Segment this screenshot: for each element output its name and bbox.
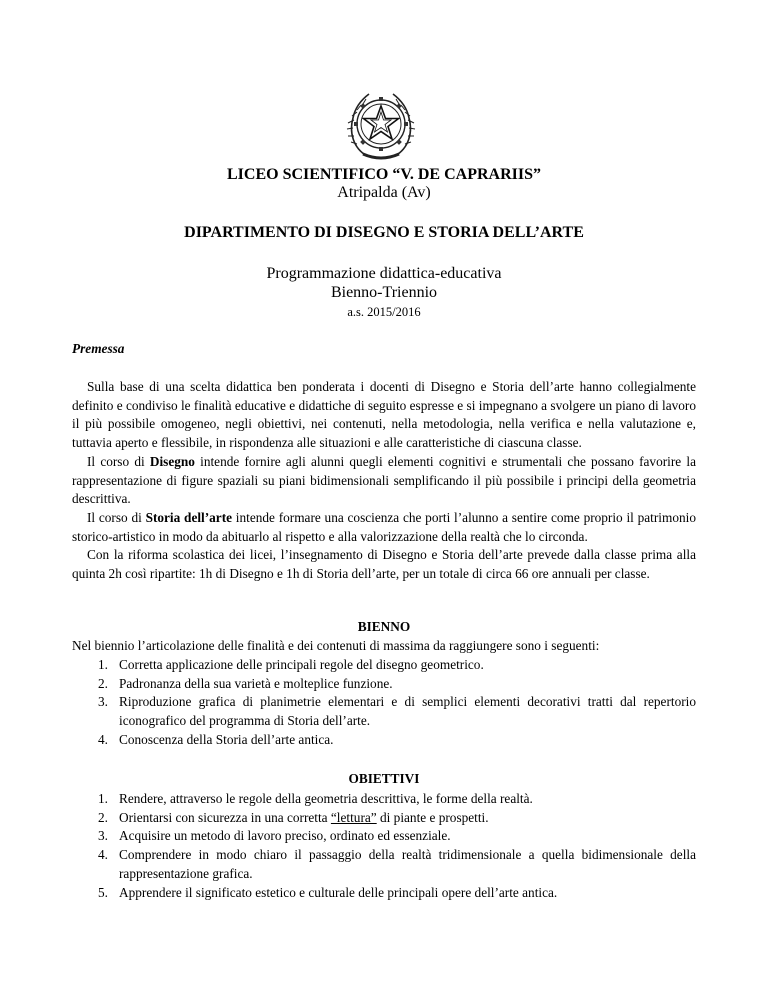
list-item	[72, 809, 696, 828]
storia-arte-term: Storia dell’arte	[145, 509, 233, 525]
list-item	[72, 656, 696, 675]
school-year: a.s. 2015/2016	[347, 305, 421, 319]
school-name: LICEO SCIENTIFICO “V. DE CAPRARIIS”	[227, 166, 541, 183]
paragraph-text: Il corso di	[87, 453, 150, 469]
list-text: Acquisire un metodo di lavoro preciso, ordinato ed essenziale.	[119, 828, 451, 844]
disegno-term: Disegno	[149, 453, 195, 469]
list-item	[72, 884, 696, 903]
school-town: Atripalda (Av)	[337, 184, 431, 201]
list-number: 3.	[98, 828, 108, 844]
list-item	[72, 790, 696, 809]
list-item	[72, 731, 696, 750]
list-text: di piante e prospetti.	[376, 809, 489, 825]
list-text: Rendere, attraverso le regole della geometria descrittiva, le forme della realtà.	[119, 791, 533, 806]
premessa-paragraph-3	[72, 509, 696, 546]
obiettivi-heading: OBIETTIVI	[348, 771, 420, 786]
paragraph-text: intende formare una coscienza che porti l’alunno a sentire come proprio il patrimonio storico-artistico in modo da abituarlo al rispetto e alla valorizzazione della realtà che lo circonda.	[72, 509, 696, 544]
list-number: 4.	[98, 847, 108, 863]
paragraph-text: Il corso di	[87, 509, 146, 525]
lettura-underlined: “lettura”	[330, 809, 377, 825]
department-title: DIPARTIMENTO DI DISEGNO E STORIA DELL’ARTE	[184, 224, 584, 241]
list-number: 4.	[98, 731, 108, 747]
list-item	[72, 693, 696, 730]
paragraph-text: intende fornire agli alunni quegli elementi cognitivi e strumentali che possano favorire la rappresentazione di figure spaziali su piani bidimensionali semplificando il più possibile i principi della geometria descrittiva.	[72, 453, 696, 507]
premessa-paragraph-2	[72, 453, 696, 509]
bienno-intro: Nel biennio l’articolazione delle finalità e dei contenuti di massima da raggiungere sono i seguenti:	[72, 638, 600, 653]
list-item	[72, 846, 696, 883]
list-number: 2.	[98, 675, 108, 691]
premessa-paragraph-1: Sulla base di una scelta didattica ben ponderata i docenti di Disegno e Storia dell’arte hanno collegialmente definito e condiviso le finalità educative e didattiche di seguito espresse e si impegnano a svolgere un piano di lavoro il più possibile omogeneo, negli obiettivi, nei contenuti, nella metodologia, nella verifica e nella valutazione e, tuttavia aperto e flessibile, in rispondenza alle situazioni e alle caratteristiche di ciascuna classe.	[72, 379, 696, 451]
premessa-paragraph-4: Con la riforma scolastica dei licei, l’insegnamento di Disegno e Storia dell’arte prevede dalla classe prima alla quinta 2h così ripartite: 1h di Disegno e 1h di Storia dell’arte, per un totale di circa 66 ore annuali per classe.	[72, 547, 696, 582]
list-text: Orientarsi con sicurezza in una corretta	[119, 809, 331, 825]
list-number: 3.	[98, 694, 108, 710]
bienno-list	[72, 656, 696, 750]
obiettivi-list	[72, 790, 696, 902]
list-number: 1.	[98, 657, 108, 672]
list-item	[72, 827, 696, 846]
bienno-heading: BIENNO	[357, 619, 411, 634]
list-text: Conoscenza della Storia dell’arte antica.	[119, 731, 334, 747]
list-text: Apprendere il significato estetico e culturale delle principali opere dell’arte antica.	[119, 884, 558, 900]
list-number: 2.	[98, 809, 108, 825]
premessa-body	[72, 378, 696, 584]
program-subtitle: Bienno-Triennio	[330, 284, 438, 301]
list-number: 5.	[98, 884, 108, 900]
italian-republic-emblem-icon	[327, 82, 435, 164]
list-item	[72, 675, 696, 694]
list-text: Comprendere in modo chiaro il passaggio della realtà tridimensionale a quella bidimensionale della rappresentazione grafica.	[119, 847, 696, 881]
list-text: Riproduzione grafica di planimetrie elementari e di semplici elementi decorativi tratti dal repertorio iconografico del programma di Storia dell’arte.	[119, 694, 696, 729]
program-title: Programmazione didattica-educativa	[266, 265, 502, 282]
premessa-heading: Premessa	[72, 341, 125, 356]
list-number: 1.	[98, 791, 108, 806]
list-text: Padronanza della sua varietà e molteplice funzione.	[119, 675, 393, 691]
list-text: Corretta applicazione delle principali regole del disegno geometrico.	[119, 657, 484, 672]
